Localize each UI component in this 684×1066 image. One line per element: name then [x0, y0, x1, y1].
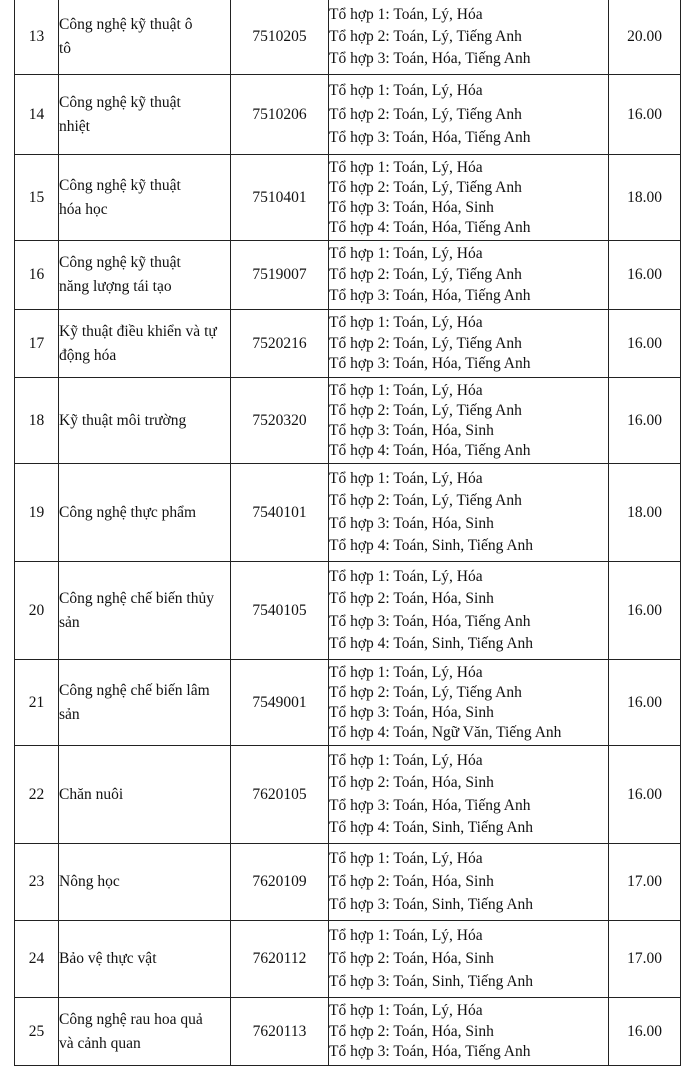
table-row [15, 562, 681, 660]
subject-combinations [329, 562, 609, 660]
major-name: Công nghệ chế biến lâm sản [59, 681, 210, 723]
minimum-score: 18.00 [609, 155, 681, 241]
combination-item: Tổ hợp 1: Toán, Lý, Hóa [329, 82, 483, 99]
combination-list [329, 380, 608, 462]
combination-item: Tổ hợp 3: Toán, Sinh, Tiếng Anh [329, 972, 534, 990]
combination-item: Tổ hợp 4: Toán, Sinh, Tiếng Anh [329, 635, 534, 653]
combination-list [329, 77, 608, 153]
major-name: Kỹ thuật môi trường [59, 411, 187, 429]
subject-combinations [329, 998, 609, 1066]
combination-item: Tổ hợp 2: Toán, Lý, Tiếng Anh [329, 28, 522, 45]
combination-item: Tổ hợp 3: Toán, Hóa, Tiếng Anh [329, 50, 531, 68]
combination-item: Tổ hợp 3: Toán, Hóa, Sinh [329, 703, 494, 721]
major-code: 7540105 [231, 562, 329, 660]
major-name: Công nghệ kỹ thuật nhiệt [59, 93, 181, 135]
minimum-score: 16.00 [609, 746, 681, 844]
minimum-score: 20.00 [609, 0, 681, 75]
major-name: Công nghệ chế biến thủy sản [59, 589, 214, 631]
combination-list [329, 662, 608, 744]
combination-item: Tổ hợp 2: Toán, Hóa, Sinh [329, 774, 494, 792]
combination-list [329, 243, 608, 308]
major-code: 7520320 [231, 378, 329, 464]
combination-item: Tổ hợp 1: Toán, Lý, Hóa [329, 927, 483, 945]
major-name: Công nghệ kỹ thuật hóa học [59, 176, 181, 218]
subject-combinations [329, 746, 609, 844]
table-row [15, 0, 681, 75]
combination-list [329, 466, 608, 560]
table-row [15, 378, 681, 464]
row-number: 23 [15, 844, 59, 921]
table-row [15, 998, 681, 1066]
combination-item: Tổ hợp 3: Toán, Hóa, Sinh [329, 514, 494, 532]
minimum-score: 16.00 [609, 562, 681, 660]
table-row [15, 660, 681, 746]
combination-item: Tổ hợp 4: Toán, Ngữ Văn, Tiếng Anh [329, 723, 562, 741]
combination-list [329, 923, 608, 996]
major-name-cell [59, 310, 231, 378]
major-name-cell [59, 0, 231, 75]
subject-combinations [329, 660, 609, 746]
combination-list [329, 312, 608, 376]
combination-item: Tổ hợp 3: Toán, Hóa, Sinh [329, 198, 494, 216]
major-code: 7510205 [231, 0, 329, 75]
combination-item: Tổ hợp 3: Toán, Hóa, Tiếng Anh [329, 796, 531, 814]
major-code: 7549001 [231, 660, 329, 746]
major-code: 7520216 [231, 310, 329, 378]
combination-item: Tổ hợp 1: Toán, Lý, Hóa [329, 381, 483, 399]
combination-item: Tổ hợp 2: Toán, Lý, Tiếng Anh [329, 266, 522, 283]
table-row [15, 921, 681, 998]
major-name-cell [59, 998, 231, 1066]
major-name: Bảo vệ thực vật [59, 950, 157, 967]
combination-item: Tổ hợp 2: Toán, Lý, Tiếng Anh [329, 401, 522, 419]
major-name-cell [59, 378, 231, 464]
combination-item: Tổ hợp 1: Toán, Lý, Hóa [329, 5, 483, 23]
minimum-score: 16.00 [609, 660, 681, 746]
combination-item: Tổ hợp 2: Toán, Hóa, Sinh [329, 950, 494, 967]
major-code: 7510401 [231, 155, 329, 241]
combination-item: Tổ hợp 1: Toán, Lý, Hóa [329, 751, 483, 769]
minimum-score: 17.00 [609, 844, 681, 921]
subject-combinations [329, 378, 609, 464]
subject-combinations [329, 844, 609, 921]
row-number: 21 [15, 660, 59, 746]
combination-item: Tổ hợp 2: Toán, Hóa, Sinh [329, 873, 494, 890]
combination-item: Tổ hợp 1: Toán, Lý, Hóa [329, 314, 483, 331]
major-code: 7620105 [231, 746, 329, 844]
major-code: 7620109 [231, 844, 329, 921]
subject-combinations [329, 75, 609, 155]
major-code: 7540101 [231, 464, 329, 562]
row-number: 14 [15, 75, 59, 155]
major-code: 7620112 [231, 921, 329, 998]
major-name-cell [59, 241, 231, 310]
minimum-score: 17.00 [609, 921, 681, 998]
major-name-cell [59, 464, 231, 562]
combination-list [329, 748, 608, 842]
major-name: Công nghệ rau hoa quả và cảnh quan [59, 1010, 203, 1052]
combination-item: Tổ hợp 3: Toán, Hóa, Tiếng Anh [329, 129, 531, 146]
table-row [15, 241, 681, 310]
major-name: Kỹ thuật điều khiển và tự động hóa [59, 322, 217, 364]
row-number: 18 [15, 378, 59, 464]
combination-list [329, 2, 608, 73]
table-row [15, 75, 681, 155]
major-code: 7510206 [231, 75, 329, 155]
combination-list [329, 1000, 608, 1064]
major-name: Chăn nuôi [59, 785, 124, 803]
table-row [15, 464, 681, 562]
combination-item: Tổ hợp 2: Toán, Hóa, Sinh [329, 1022, 494, 1040]
table-row [15, 746, 681, 844]
minimum-score: 16.00 [609, 998, 681, 1066]
combination-item: Tổ hợp 2: Toán, Hóa, Sinh [329, 590, 494, 608]
table-row [15, 310, 681, 378]
combination-item: Tổ hợp 3: Toán, Sinh, Tiếng Anh [329, 895, 534, 913]
major-name: Công nghệ thực phẩm [59, 503, 197, 521]
combination-item: Tổ hợp 2: Toán, Lý, Tiếng Anh [329, 178, 522, 196]
major-code: 7519007 [231, 241, 329, 310]
major-name: Nông học [59, 873, 120, 890]
subject-combinations [329, 921, 609, 998]
combination-item: Tổ hợp 1: Toán, Lý, Hóa [329, 567, 483, 585]
combination-list [329, 846, 608, 919]
combination-item: Tổ hợp 2: Toán, Lý, Tiếng Anh [329, 105, 522, 123]
combination-item: Tổ hợp 1: Toán, Lý, Hóa [329, 1002, 483, 1019]
minimum-score: 16.00 [609, 241, 681, 310]
combination-item: Tổ hợp 4: Toán, Hóa, Tiếng Anh [329, 218, 531, 236]
combination-list [329, 564, 608, 658]
combination-item: Tổ hợp 3: Toán, Hóa, Tiếng Anh [329, 286, 531, 304]
combination-item: Tổ hợp 4: Toán, Sinh, Tiếng Anh [329, 537, 534, 555]
combination-item: Tổ hợp 4: Toán, Sinh, Tiếng Anh [329, 819, 534, 837]
row-number: 22 [15, 746, 59, 844]
row-number: 19 [15, 464, 59, 562]
subject-combinations [329, 155, 609, 241]
major-name: Công nghệ kỹ thuật năng lượng tái tạo [59, 254, 181, 295]
subject-combinations [329, 464, 609, 562]
row-number: 24 [15, 921, 59, 998]
combination-item: Tổ hợp 3: Toán, Hóa, Tiếng Anh [329, 355, 531, 372]
table-row [15, 155, 681, 241]
combination-item: Tổ hợp 3: Toán, Hóa, Sinh [329, 421, 494, 439]
combination-item: Tổ hợp 2: Toán, Lý, Tiếng Anh [329, 492, 522, 510]
subject-combinations [329, 241, 609, 310]
row-number: 20 [15, 562, 59, 660]
major-name-cell [59, 155, 231, 241]
row-number: 25 [15, 998, 59, 1066]
combination-item: Tổ hợp 1: Toán, Lý, Hóa [329, 245, 483, 263]
minimum-score: 16.00 [609, 378, 681, 464]
table-body [15, 0, 681, 1066]
combination-item: Tổ hợp 2: Toán, Lý, Tiếng Anh [329, 334, 522, 352]
combination-item: Tổ hợp 3: Toán, Hóa, Tiếng Anh [329, 1043, 531, 1060]
table-row [15, 844, 681, 921]
combination-item: Tổ hợp 3: Toán, Hóa, Tiếng Anh [329, 612, 531, 630]
combination-item: Tổ hợp 1: Toán, Lý, Hóa [329, 469, 483, 487]
subject-combinations [329, 310, 609, 378]
major-name: Công nghệ kỹ thuật ô tô [59, 16, 193, 57]
combination-list [329, 157, 608, 239]
combination-item: Tổ hợp 1: Toán, Lý, Hóa [329, 850, 483, 868]
combination-item: Tổ hợp 1: Toán, Lý, Hóa [329, 663, 483, 681]
major-name-cell [59, 562, 231, 660]
major-code: 7620113 [231, 998, 329, 1066]
row-number: 15 [15, 155, 59, 241]
major-name-cell [59, 921, 231, 998]
row-number: 17 [15, 310, 59, 378]
combination-item: Tổ hợp 1: Toán, Lý, Hóa [329, 158, 483, 176]
major-name-cell [59, 844, 231, 921]
minimum-score: 18.00 [609, 464, 681, 562]
minimum-score: 16.00 [609, 75, 681, 155]
major-name-cell [59, 746, 231, 844]
row-number: 13 [15, 0, 59, 75]
combination-item: Tổ hợp 4: Toán, Hóa, Tiếng Anh [329, 441, 531, 459]
major-name-cell [59, 660, 231, 746]
admissions-table [14, 0, 681, 1066]
minimum-score: 16.00 [609, 310, 681, 378]
combination-item: Tổ hợp 2: Toán, Lý, Tiếng Anh [329, 683, 522, 701]
major-name-cell [59, 75, 231, 155]
row-number: 16 [15, 241, 59, 310]
subject-combinations [329, 0, 609, 75]
